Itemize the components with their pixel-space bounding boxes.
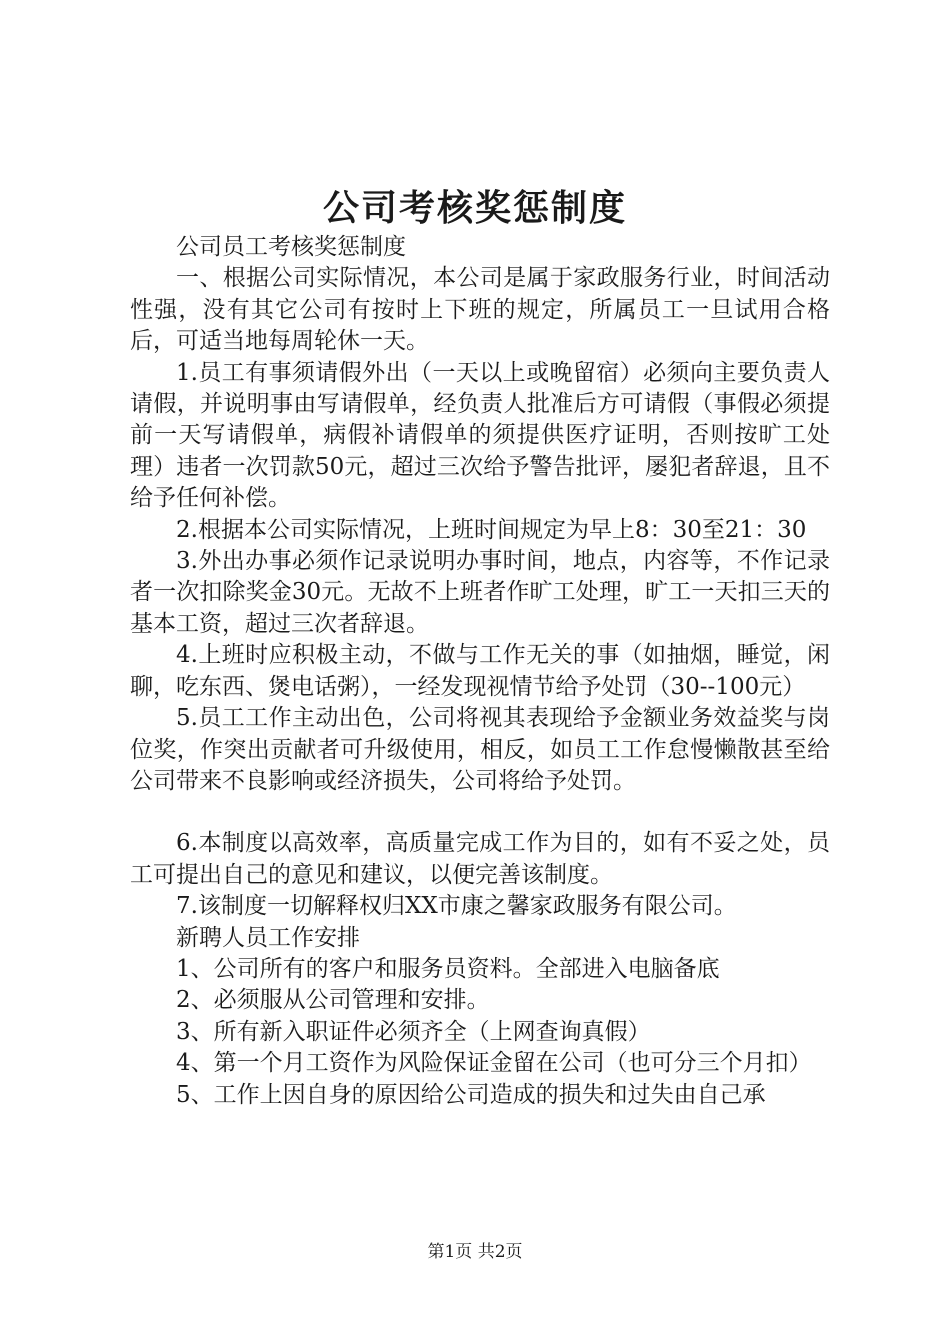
paragraph-item-2: 2.根据本公司实际情况，上班时间规定为早上8：30至21：30 [176,516,807,543]
paragraph-item-4: 4.上班时应积极主动，不做与工作无关的事（如抽烟，睡觉，闲聊，吃东西、煲电话粥），一经发现视情节给予处罚（30--100元） [130,642,830,700]
page-footer: 第1页 共2页 [427,1242,523,1262]
paragraph-gap [130,797,830,828]
paragraph-item-3: 3.外出办事必须作记录说明办事时间，地点，内容等，不作记录者一次扣除奖金30元。无故不上班者作旷工处理，旷工一天扣三天的基本工资，超过三次者辞退。 [130,548,830,637]
paragraph-intro: 一、根据公司实际情况，本公司是属于家政服务行业，时间活动性强，没有其它公司有按时上下班的规定，所属员工一旦试用合格后，可适当地每周轮休一天。 [130,265,830,355]
paragraph-item-7: 7.该制度一切解释权归XX市康之馨家政服务有限公司。 [176,893,737,920]
paragraph-item-6: 6.本制度以高效率，高质量完成工作为目的，如有不妥之处，员工可提出自己的意见和建议，以便完善该制度。 [130,830,830,888]
new-hire-item-4: 4、第一个月工资作为风险保证金留在公司（也可分三个月扣） [176,1050,812,1077]
new-hire-item-2: 2、必须服从公司管理和安排。 [176,987,490,1014]
paragraph-subtitle: 公司员工考核奖惩制度 [176,234,406,260]
paragraph-item-5: 5.员工工作主动出色，公司将视其表现给予金额业务效益奖与岗位奖，作突出贡献者可升级使用，相反，如员工工作怠慢懒散甚至给公司带来不良影响或经济损失，公司将给予处罚。 [130,705,830,794]
document-body [130,232,830,1111]
section-heading-new-hires: 新聘人员工作安排 [176,924,360,951]
paragraph-item-1: 1.员工有事须请假外出（一天以上或晚留宿）必须向主要负责人请假，并说明事由写请假单，经负责人批准后方可请假（事假必须提前一天写请假单，病假补请假单的须提供医疗证明，否则按旷工处理）违者一次罚款50元，超过三次给予警告批评，屡犯者辞退，且不给予任何补偿。 [130,359,830,512]
new-hire-item-3: 3、所有新入职证件必须齐全（上网查询真假） [176,1018,651,1045]
page-title: 公司考核奖惩制度 [322,187,627,229]
new-hire-item-5: 5、工作上因自身的原因给公司造成的损失和过失由自己承 [176,1081,766,1108]
new-hire-item-1: 1、公司所有的客户和服务员资料。全部进入电脑备底 [176,955,720,982]
